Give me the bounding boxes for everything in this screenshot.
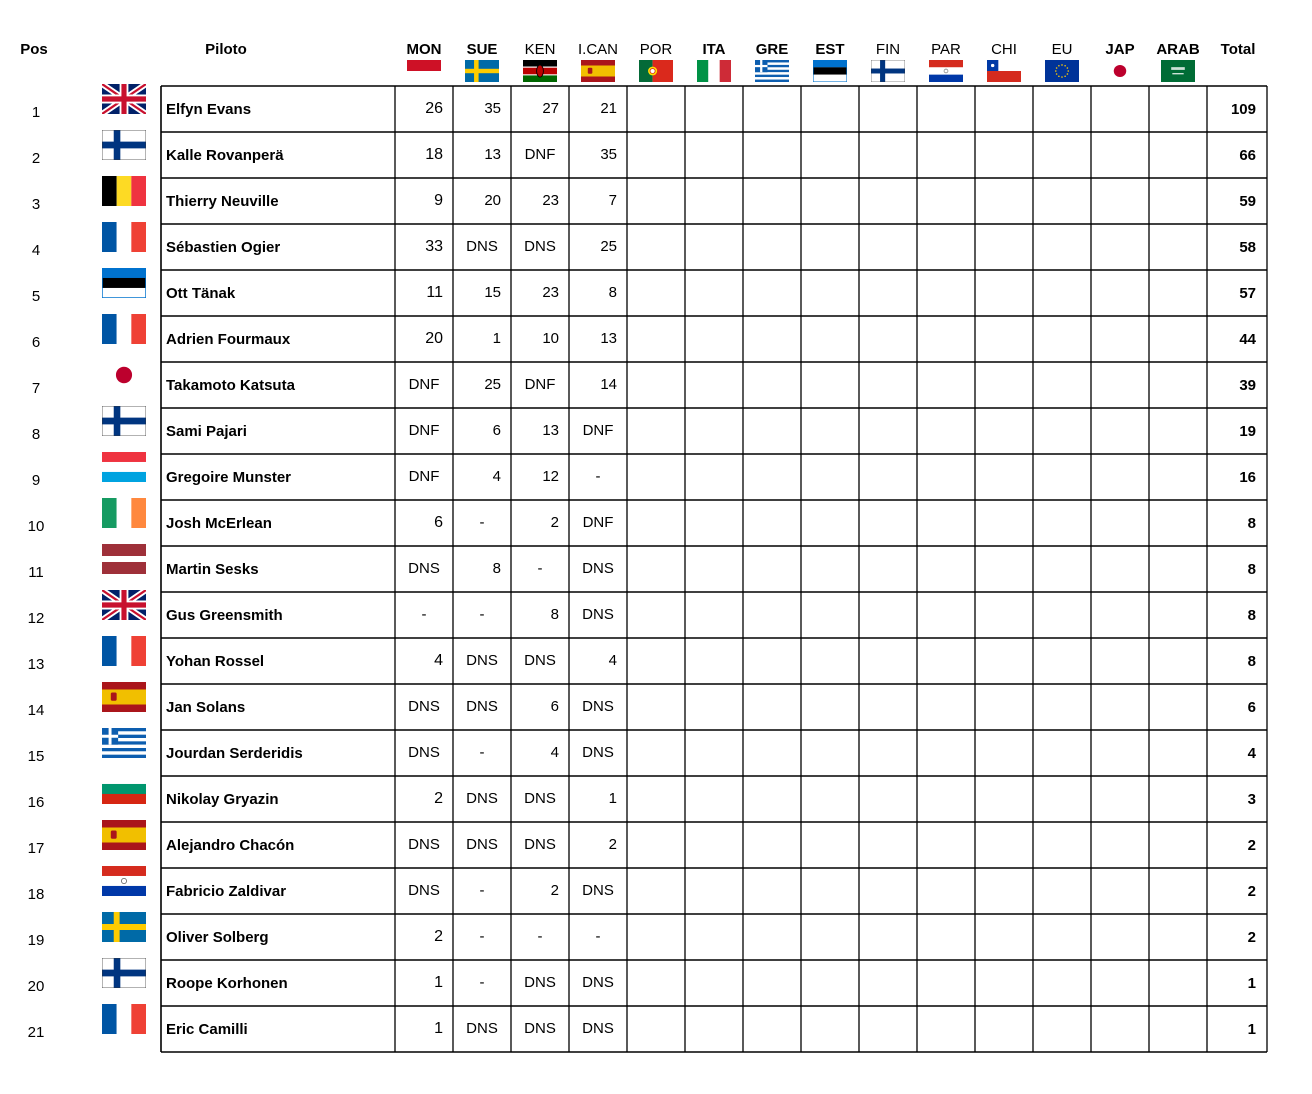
rally-header-ken: KEN	[524, 41, 556, 58]
total-points: 8	[1247, 607, 1256, 624]
driver-name: Eric Camilli	[166, 1021, 248, 1038]
result-cell: -	[479, 606, 485, 623]
belgium-flag-icon	[102, 176, 146, 211]
position-number: 14	[27, 702, 45, 719]
result-cell: 33	[425, 238, 443, 255]
spain-flag-icon	[102, 820, 146, 855]
result-cell: -	[421, 606, 427, 623]
result-cell: DNS	[524, 790, 556, 807]
driver-name: Sami Pajari	[166, 423, 247, 440]
result-cell: 2	[550, 882, 559, 899]
position-number: 20	[27, 978, 45, 995]
driver-name: Elfyn Evans	[166, 101, 252, 118]
result-cell: 1	[608, 790, 617, 807]
position-number: 7	[31, 380, 41, 397]
position-number: 17	[27, 840, 45, 857]
driver-name: Gus Greensmith	[166, 607, 283, 624]
rally-header-par: PAR	[931, 41, 961, 58]
greece-flag-icon	[755, 60, 789, 87]
result-cell: DNF	[524, 146, 556, 163]
rally-header-jap: JAP	[1105, 41, 1135, 58]
driver-name: Sébastien Ogier	[166, 239, 281, 256]
result-cell: -	[479, 928, 485, 945]
chile-flag-icon	[987, 60, 1021, 87]
france-flag-icon	[102, 222, 146, 257]
latvia-flag-icon	[102, 544, 146, 579]
result-cell: DNS	[524, 238, 556, 255]
position-number: 11	[28, 564, 44, 581]
driver-name: Thierry Neuville	[166, 193, 279, 210]
result-cell: 8	[608, 284, 617, 301]
result-cell: DNS	[408, 836, 440, 853]
result-cell: DNS	[466, 652, 498, 669]
rally-header-por: POR	[639, 41, 673, 58]
pos-header: Pos	[20, 41, 48, 58]
finland-flag-icon	[102, 130, 146, 165]
result-cell: -	[537, 560, 543, 577]
result-cell: DNF	[524, 376, 556, 393]
driver-name: Kalle Rovanperä	[166, 147, 284, 164]
result-cell: 1	[434, 974, 443, 991]
rally-header-eu: EU	[1051, 41, 1073, 58]
bulgaria-flag-icon	[102, 774, 146, 809]
total-points: 4	[1247, 745, 1256, 762]
position-number: 2	[31, 150, 41, 167]
rally-header-est: EST	[815, 41, 845, 58]
driver-name: Josh McErlean	[166, 515, 272, 532]
result-cell: DNS	[582, 606, 614, 623]
position-number: 6	[31, 334, 41, 351]
paraguay-flag-icon	[102, 866, 146, 901]
position-number: 16	[27, 794, 45, 811]
driver-name: Gregoire Munster	[166, 469, 292, 486]
total-points: 39	[1239, 377, 1256, 394]
result-cell: 10	[542, 330, 559, 347]
total-points: 109	[1230, 101, 1256, 118]
finland-flag-icon	[102, 958, 146, 993]
driver-name: Yohan Rossel	[166, 653, 265, 670]
greece-flag-icon	[102, 728, 146, 763]
result-cell: 8	[550, 606, 559, 623]
result-cell: 26	[425, 100, 443, 117]
total-points: 16	[1239, 469, 1256, 486]
result-cell: 13	[600, 330, 617, 347]
result-cell: 1	[492, 330, 501, 347]
total-points: 2	[1247, 929, 1256, 946]
result-cell: 4	[550, 744, 559, 761]
position-number: 13	[27, 656, 45, 673]
result-cell: DNS	[524, 1020, 556, 1037]
total-points: 58	[1239, 239, 1256, 256]
monaco-flag-icon	[407, 60, 441, 87]
uk-flag-icon	[102, 590, 146, 625]
result-cell: 21	[600, 100, 617, 117]
eu-flag-icon	[1045, 60, 1079, 87]
total-points: 8	[1247, 515, 1256, 532]
result-cell: DNS	[408, 698, 440, 715]
result-cell: 25	[484, 376, 501, 393]
result-cell: DNF	[582, 422, 614, 439]
result-cell: -	[479, 974, 485, 991]
position-number: 19	[27, 932, 45, 949]
result-cell: DNS	[582, 744, 614, 761]
driver-name: Nikolay Gryazin	[166, 791, 279, 808]
rally-header-arab: ARAB	[1156, 41, 1200, 58]
estonia-flag-icon	[102, 268, 146, 303]
sweden-flag-icon	[465, 60, 499, 87]
result-cell: DNF	[408, 422, 440, 439]
result-cell: 9	[434, 192, 443, 209]
rally-header-chi: CHI	[991, 41, 1017, 58]
portugal-flag-icon	[639, 60, 673, 87]
result-cell: 27	[542, 100, 559, 117]
france-flag-icon	[102, 314, 146, 349]
result-cell: 6	[492, 422, 501, 439]
total-points: 3	[1247, 791, 1256, 808]
rally-header-fin: FIN	[875, 41, 901, 58]
rally-header-mon: MON	[406, 41, 442, 58]
result-cell: DNS	[582, 882, 614, 899]
spain-flag-icon	[581, 60, 615, 87]
japan-flag-icon	[102, 360, 146, 395]
total-points: 19	[1239, 423, 1256, 440]
total-points: 44	[1239, 331, 1256, 348]
position-number: 1	[31, 104, 41, 121]
position-number: 15	[27, 748, 45, 765]
position-number: 8	[31, 426, 41, 443]
result-cell: 14	[600, 376, 617, 393]
estonia-flag-icon	[813, 60, 847, 87]
kenya-flag-icon	[523, 60, 557, 87]
result-cell: 23	[542, 284, 559, 301]
rally-header-ita: ITA	[702, 41, 726, 58]
result-cell: DNS	[408, 560, 440, 577]
result-cell: DNF	[408, 376, 440, 393]
position-number: 21	[27, 1024, 45, 1041]
position-number: 4	[31, 242, 41, 259]
result-cell: 23	[542, 192, 559, 209]
result-cell: 2	[434, 790, 443, 807]
rally-header-gre: GRE	[755, 41, 789, 58]
driver-name: Martin Sesks	[166, 561, 259, 578]
rally-header-sue: SUE	[466, 41, 498, 58]
driver-name: Takamoto Katsuta	[166, 377, 295, 394]
result-cell: -	[537, 928, 543, 945]
result-cell: 15	[484, 284, 501, 301]
result-cell: 11	[426, 284, 443, 301]
result-cell: DNS	[582, 560, 614, 577]
result-cell: DNS	[466, 698, 498, 715]
saudi-arabia-flag-icon	[1161, 60, 1195, 87]
result-cell: -	[479, 744, 485, 761]
result-cell: DNS	[524, 836, 556, 853]
result-cell: 6	[550, 698, 559, 715]
position-number: 10	[27, 518, 45, 535]
total-header: Total	[1220, 41, 1256, 58]
result-cell: 20	[484, 192, 501, 209]
paraguay-flag-icon	[929, 60, 963, 87]
driver-name: Ott Tänak	[166, 285, 236, 302]
result-cell: DNS	[408, 744, 440, 761]
result-cell: DNS	[466, 790, 498, 807]
result-cell: DNS	[408, 882, 440, 899]
driver-header: Piloto	[205, 41, 247, 58]
japan-flag-icon	[1103, 60, 1137, 87]
total-points: 57	[1239, 285, 1256, 302]
driver-name: Jourdan Serderidis	[166, 745, 303, 762]
result-cell: -	[595, 928, 601, 945]
driver-name: Roope Korhonen	[166, 975, 288, 992]
finland-flag-icon	[102, 406, 146, 441]
result-cell: 2	[434, 928, 443, 945]
result-cell: DNF	[582, 514, 614, 531]
total-points: 2	[1247, 837, 1256, 854]
total-points: 8	[1247, 561, 1256, 578]
total-points: 8	[1247, 653, 1256, 670]
driver-name: Jan Solans	[166, 699, 246, 716]
result-cell: -	[595, 468, 601, 485]
result-cell: 2	[550, 514, 559, 531]
position-number: 3	[31, 196, 41, 213]
result-cell: DNS	[582, 698, 614, 715]
italy-flag-icon	[697, 60, 731, 87]
position-number: 18	[27, 886, 45, 903]
result-cell: 35	[600, 146, 617, 163]
rally-header-ican: I.CAN	[577, 41, 618, 58]
position-number: 9	[31, 472, 41, 489]
driver-name: Adrien Fourmaux	[166, 331, 291, 348]
total-points: 6	[1247, 699, 1256, 716]
result-cell: DNS	[466, 836, 498, 853]
result-cell: DNS	[466, 1020, 498, 1037]
spain-flag-icon	[102, 682, 146, 717]
result-cell: 13	[484, 146, 501, 163]
total-points: 59	[1239, 193, 1256, 210]
result-cell: 6	[434, 514, 443, 531]
luxembourg-flag-icon	[102, 452, 146, 487]
result-cell: 4	[434, 652, 443, 669]
uk-flag-icon	[102, 84, 146, 119]
result-cell: 18	[425, 146, 443, 163]
position-number: 5	[31, 288, 41, 305]
result-cell: 1	[434, 1020, 443, 1037]
total-points: 2	[1247, 883, 1256, 900]
result-cell: 4	[608, 652, 617, 669]
result-cell: DNS	[466, 238, 498, 255]
finland-flag-icon	[871, 60, 905, 87]
result-cell: 20	[425, 330, 443, 347]
result-cell: DNS	[524, 652, 556, 669]
driver-name: Oliver Solberg	[166, 929, 269, 946]
result-cell: 25	[600, 238, 617, 255]
position-number: 12	[27, 610, 45, 627]
result-cell: -	[479, 882, 485, 899]
result-cell: DNF	[408, 468, 440, 485]
result-cell: DNS	[524, 974, 556, 991]
total-points: 66	[1239, 147, 1256, 164]
result-cell: 8	[492, 560, 501, 577]
result-cell: 13	[542, 422, 559, 439]
driver-name: Alejandro Chacón	[166, 837, 295, 854]
result-cell: DNS	[582, 1020, 614, 1037]
sweden-flag-icon	[102, 912, 146, 947]
total-points: 1	[1247, 1021, 1256, 1038]
result-cell: 35	[484, 100, 501, 117]
result-cell: -	[479, 514, 485, 531]
total-points: 1	[1247, 975, 1256, 992]
result-cell: 4	[492, 468, 501, 485]
ireland-flag-icon	[102, 498, 146, 533]
result-cell: 2	[608, 836, 617, 853]
result-cell: 7	[608, 192, 617, 209]
driver-name: Fabricio Zaldivar	[166, 883, 287, 900]
result-cell: DNS	[582, 974, 614, 991]
france-flag-icon	[102, 1004, 146, 1039]
result-cell: 12	[542, 468, 559, 485]
france-flag-icon	[102, 636, 146, 671]
